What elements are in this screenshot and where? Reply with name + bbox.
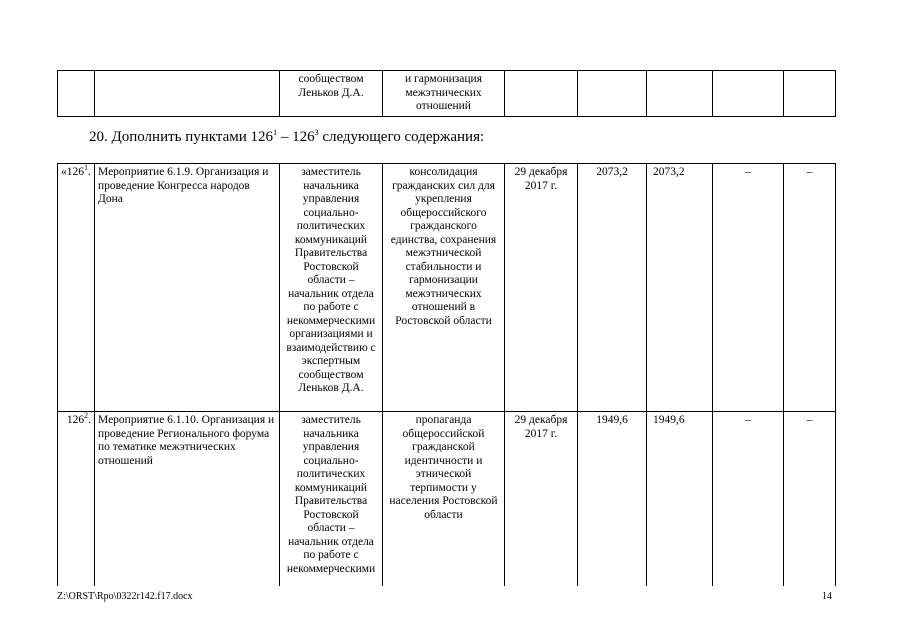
footer-file-path: Z:\ORST\Rpo\0322r142.f17.docx [57, 591, 193, 602]
table-cell-value [784, 71, 836, 117]
table-cell-value: 2073,2 [647, 164, 713, 412]
table-cell-value: 1949,6 [578, 412, 647, 587]
table-cell-event [95, 71, 280, 117]
heading-superscript: 1 [273, 128, 278, 137]
table-row [58, 412, 836, 587]
table-cell-responsible: заместитель начальника управления социально-политических коммуникаций Правительства Ростовской области – начальник отдела по работе с некоммерческими [280, 412, 383, 587]
row-number [58, 164, 95, 412]
table-cell-value [578, 71, 647, 117]
row-number-superscript: 1 [84, 163, 88, 173]
table-cell-value [647, 71, 713, 117]
page-number: 14 [822, 591, 832, 602]
continued-table [57, 70, 836, 117]
heading-superscript: 3 [314, 128, 319, 137]
heading-text: 20. Дополнить пунктами 126 [89, 129, 274, 145]
row-number-text: 126 [66, 414, 85, 426]
table-cell-date: 29 декабря 2017 г. [505, 412, 578, 587]
heading-text: – 126 [277, 129, 315, 145]
table-cell-event: Мероприятие 6.1.10. Организация и проведение Регионального форума по тематике межэтнических отношений [95, 412, 280, 587]
row-number-text: . [88, 414, 91, 426]
table-cell-responsible: сообществом Леньков Д.А. [280, 71, 383, 117]
table-cell-value: 2073,2 [578, 164, 647, 412]
table-cell-value: – [713, 164, 784, 412]
table-cell-result: пропаганда общероссийской гражданской идентичности и этнической терпимости у населения Ростовской области [383, 412, 505, 587]
table-row [58, 164, 836, 412]
row-number-text: . [88, 166, 91, 178]
table-cell-value [713, 71, 784, 117]
table-cell-result: и гармонизация межэтнических отношений [383, 71, 505, 117]
row-number-superscript: 2 [84, 411, 89, 421]
table-cell-date [505, 71, 578, 117]
table-cell-responsible: заместитель начальника управления социально-политических коммуникаций Правительства Ростовской области – начальник отдела по работе с некоммерческими организациями и взаимодействию с экспертным сообществом Леньков Д.А. [280, 164, 383, 412]
table-cell-value: – [784, 412, 836, 587]
table-cell-value: – [784, 164, 836, 412]
heading-text: следующего содержания: [318, 129, 485, 145]
table-cell-value: 1949,6 [647, 412, 713, 587]
table-row [58, 71, 836, 117]
row-number-text: «126 [61, 166, 84, 178]
row-number [58, 412, 95, 587]
table-cell-result: консолидация гражданских сил для укрепления общероссийского гражданского единства, сохранения межэтнической стабильности и гармонизации межэтнических отношений в Ростовской области [383, 164, 505, 412]
table-cell-date: 29 декабря 2017 г. [505, 164, 578, 412]
table-cell-event: Мероприятие 6.1.9. Организация и проведение Конгресса народов Дона [95, 164, 280, 412]
table-cell-value: – [713, 412, 784, 587]
table-cell-num [58, 71, 95, 117]
section-heading [89, 129, 484, 146]
events-table [57, 163, 836, 586]
